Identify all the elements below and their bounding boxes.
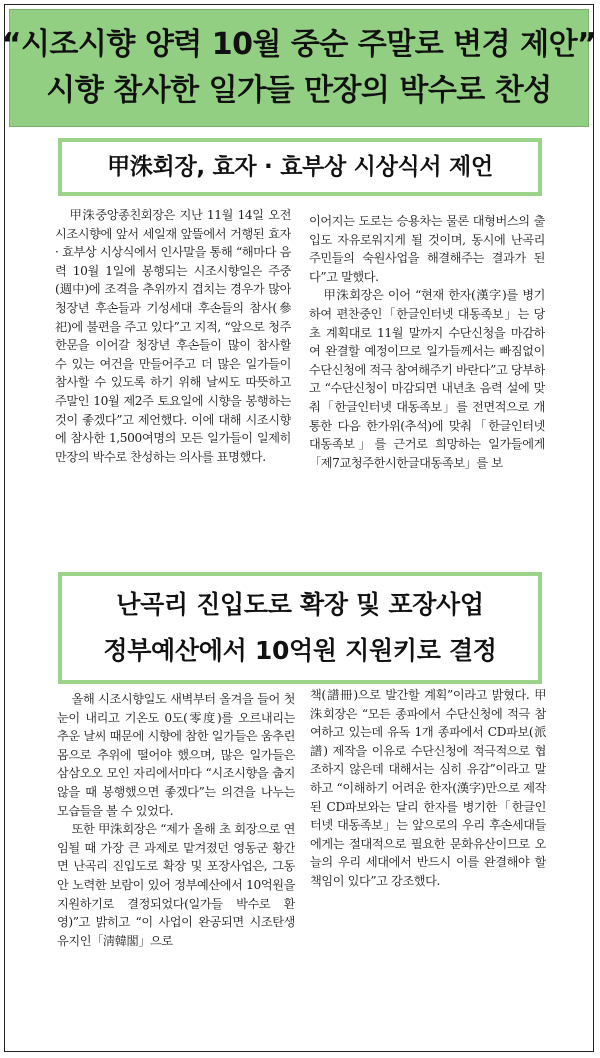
paragraph: 甲洙회장은 이어 “현재 한자(漢字)를 병기하여 편찬중인「한글인터넷 대동족보」는 당초 계획대로 11월 말까지 수단신청을 마감하여 완결할 예정이므로 일가들께서는 빠짐없이 수단신청에 적극 참여해주기 바란다”고 당부하고 “수단신청이 마감되면 내년초 음력 설에 맞춰「한글인터넷 대동족보」를 전면적으로 개통한 다음 한가위(추석)에 맞춰「한글인터넷 대동족보」를 근거로 희망하는 일가들에게「제7교청주한시한글대동족보」를 보 — [309, 288, 545, 470]
section2-title-line-2: 정부예산에서 10억원 지원키로 결정 — [103, 636, 497, 665]
paragraph: 또한 甲洙회장은 “제가 올해 초 회장으로 연임될 때 가장 큰 과제로 맡겨졌던 영동군 황간면 난곡리 진입도로 확장 및 포장사업은, 그동안 노력한 보람이 있어 정부예산에서 10억원을 지원하기로 결정되었다(일가들 박수로 환영)”고 밝히고 “이 사업이 완공되면 시조탄생유지인「淸韓閣」으로 — [57, 822, 295, 948]
section2-title-line-1: 난곡리 진입도로 확장 및 포장사업 — [116, 590, 484, 619]
section1-column-left — [55, 206, 291, 570]
paragraph: 책(譜冊)으로 발간할 계획”이라고 밝혔다. 甲洙회장은 “모든 종파에서 수단신청에 적극 참여하고 있는데 유독 1개 종파에서 CD파보(派譜) 제작을 이유로 수단신청에 적극적으로 협조하지 않은데 대해서는 심히 유감”이라고 말하고 “이해하기 어려운 한자(漢字)만으로 제작된 CD파보와는 달리 한자를 병기한「한글인터넷 대동족보」는 앞으로의 우리 후손세대들에게는 절대적으로 필요한 문화유산이므로 오늘의 우리 세대에서 반드시 이를 완결해야 할 책임이 있다”고 강조했다. — [310, 688, 546, 888]
section2-column-left — [57, 690, 295, 1048]
section1-title-box — [58, 138, 542, 196]
headline-line-2: 시향 참사한 일가들 만장의 박수로 찬성 — [46, 73, 552, 108]
paragraph: 甲洙중앙종친회장은 지난 11월 14일 오전 시조시향에 앞서 세일재 앞뜰에서 거행된 효자 · 효부상 시상식에서 인사말을 통해 “해마다 음력 10월 1일에 봉행되는 시조시향일은 주중(週中)에 조격을 추위까지 겹치는 경우가 많아 청장년 후손들과 기성세대 후손들의 참사(參祀)에 불편을 주고 있다”고 지적, “앞으로 청주한문을 이어갈 청장년 후손들이 많이 참사할 수 있는 여건을 만들어주고 더 많은 일가들이 참사할 수 있도록 하기 위해 날씨도 따뜻하고 주말인 10월 제2주 토요일에 시향을 봉행하는 것이 좋겠다”고 제언했다. 이에 대해 시조시향에 참사한 1,500여명의 모든 일가들이 일제히 만장의 박수로 찬성하는 의사를 표명했다. — [55, 208, 291, 464]
headline-banner — [1, 9, 597, 127]
section2-column-right — [310, 686, 546, 1016]
paragraph: 이어지는 도로는 승용차는 물론 대형버스의 출입도 자유로워지게 될 것이며, 동시에 난곡리 주민들의 숙원사업을 해결해주는 결과가 된다”고 말했다. — [309, 214, 545, 284]
section1-title: 甲洙회장, 효자 · 효부상 시상식서 제언 — [107, 154, 493, 180]
section1-column-right — [309, 212, 545, 564]
paragraph: 올해 시조시향일도 새벽부터 올겨을 들어 첫눈이 내리고 기온도 0도(零度)를 오르내리는 추운 날씨 때문에 시향에 참한 일가들은 움추린 몸으로 추위에 떨어야 했으며, 많은 일가들은 삼삼오오 모인 자리에서마다 “시조시향을 춥지않을 때 봉행했으면 좋겠다”는 의견을 나누는 모습들을 볼 수 있었다. — [57, 692, 295, 818]
headline-line-1: “시조시향 양력 10월 중순 주말로 변경 제안” — [1, 27, 597, 62]
section2-title-box — [58, 572, 542, 684]
